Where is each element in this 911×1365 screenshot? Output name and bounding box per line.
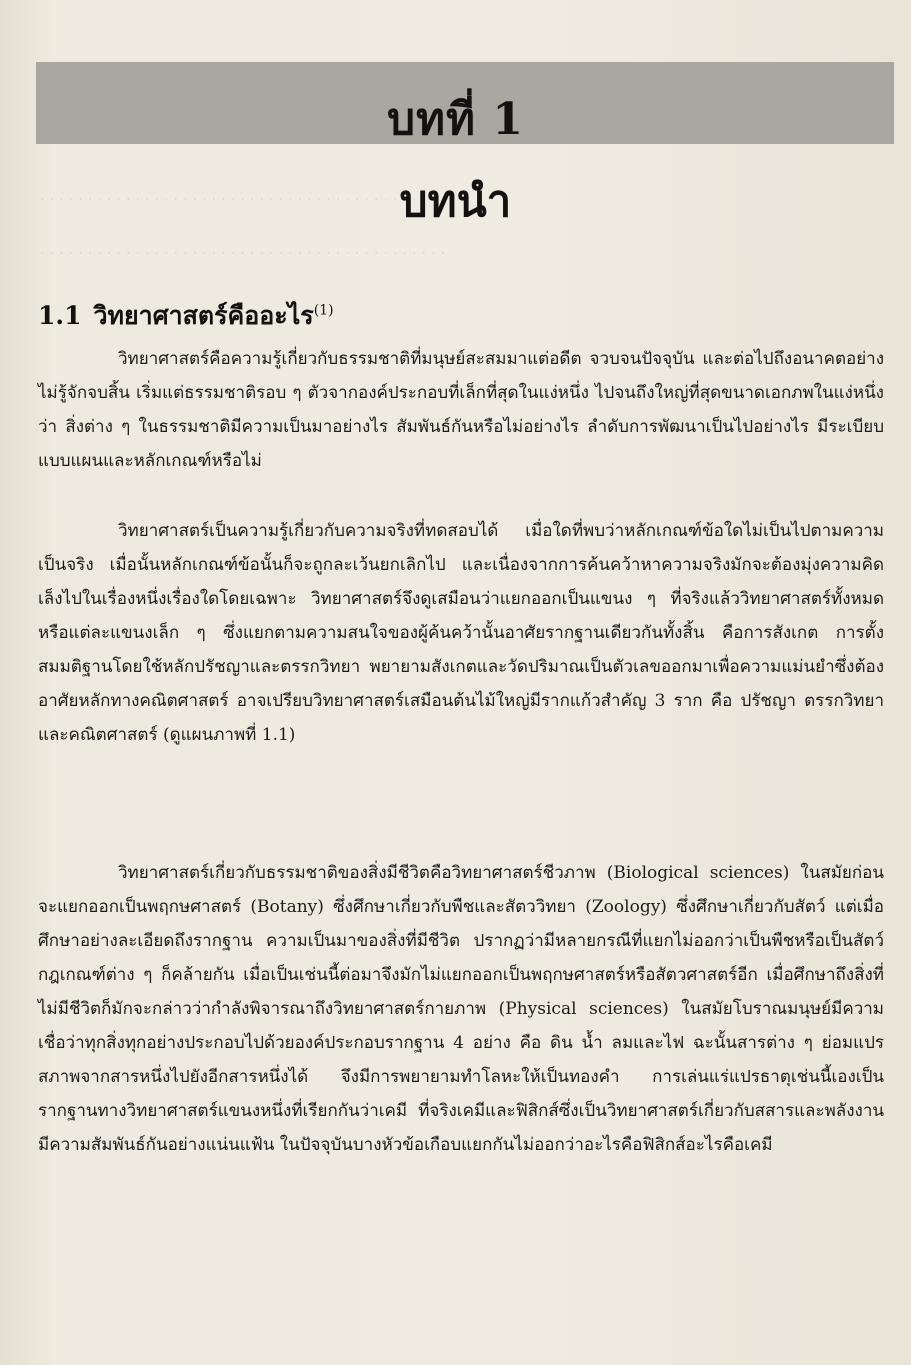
body-paragraph: วิทยาศาสตร์เป็นความรู้เกี่ยวกับความจริงที่ทดสอบได้ เมื่อใดที่พบว่าหลักเกณฑ์ข้อใดไม่เป็นไปตามความเป็นจริง เมื่อนั้นหลักเกณฑ์ข้อนั้นก็จะถูกละเว้นยกเลิกไป และเนื่องจากการค้นคว้าหาความจริงมักจะต้องมุ่งความคิดเล็งไปในเรื่องหนึ่งเรื่องใดโดยเฉพาะ วิทยาศาสตร์จึงดูเสมือนว่าแยกออกเป็นแขนง ๆ ที่จริงแล้ววิทยาศาสตร์ทั้งหมดหรือแต่ละแขนงเล็ก ๆ ซึ่งแยกตามความสนใจของผู้ค้นคว้านั้นอาศัยรากฐานเดียวกันทั้งสิ้น คือการสังเกต การตั้งสมมติฐานโดยใช้หลักปรัชญาและตรรกวิทยา พยายามสังเกตและวัดปริมาณเป็นตัวเลขออกมาเพื่อความแม่นยำซึ่งต้องอาศัยหลักทางคณิตศาสตร์ อาจเปรียบวิทยาศาสตร์เสมือนต้นไม้ใหญ่มีรากแก้วสำคัญ 3 ราก คือ ปรัชญา ตรรกวิทยา และคณิตศาสตร์ (ดูแผนภาพที่ 1.1) [38, 521, 884, 745]
section-heading [38, 296, 334, 336]
chapter-number: บทที่ 1 [387, 94, 524, 145]
body-paragraph: วิทยาศาสตร์เกี่ยวกับธรรมชาติของสิ่งมีชีวิตคือวิทยาศาสตร์ชีวภาพ (Biological sciences) ในสมัยก่อนจะแยกออกเป็นพฤกษศาสตร์ (Botany) ซึ่งศึกษาเกี่ยวกับพืชและสัตววิทยา (Zoology) ซึ่งศึกษาเกี่ยวกับสัตว์ แต่เมื่อศึกษาอย่างละเอียดถึงรากฐาน ความเป็นมาของสิ่งที่มีชีวิต ปรากฏว่ามีหลายกรณีที่แยกไม่ออกว่าเป็นพืชหรือเป็นสัตว์ กฎเกณฑ์ต่าง ๆ ก็คล้ายกัน เมื่อเป็นเช่นนี้ต่อมาจึงมักไม่แยกออกเป็นพฤกษศาสตร์หรือสัตวศาสตร์อีก เมื่อศึกษาถึงสิ่งที่ไม่มีชีวิตก็มักจะกล่าวว่ากำลังพิจารณาถึงวิทยาศาสตร์กายภาพ (Physical sciences) ในสมัยโบราณมนุษย์มีความเชื่อว่าทุกสิ่งทุกอย่างประกอบไปด้วยองค์ประกอบรากฐาน 4 อย่าง คือ ดิน น้ำ ลมและไฟ ฉะนั้นสารต่าง ๆ ย่อมแปรสภาพจากสารหนึ่งไปยังอีกสารหนึ่งได้ จึงมีการพยายามทำโลหะให้เป็นทองคำ การเล่นแร่แปรธาตุเช่นนี้เองเป็นรากฐานทางวิทยาศาสตร์แขนงหนึ่งที่เรียกกันว่าเคมี ที่จริงเคมีและฟิสิกส์ซึ่งเป็นวิทยาศาสตร์เกี่ยวกับสสารและพลังงานมีความสัมพันธ์กันอย่างแน่นแฟ้น ในปัจจุบันบางหัวข้อเกือบแยกกันไม่ออกว่าอะไรคือฟิสิกส์อะไรคือเคมี [38, 863, 884, 1155]
show-through-texture: . . . . . . . . . . . . . . . . . . . . . . . . . . . . . . . . . . . . . . . . . . . [40, 240, 446, 258]
body-paragraph: วิทยาศาสตร์คือความรู้เกี่ยวกับธรรมชาติที่มนุษย์สะสมมาแต่อดีต จวบจนปัจจุบัน และต่อไปถึงอนาคตอย่างไม่รู้จักจบสิ้น เริ่มแต่ธรรมชาติรอบ ๆ ตัวจากองค์ประกอบที่เล็กที่สุดในแง่หนึ่ง ไปจนถึงใหญ่ที่สุดขนาดเอกภพในแง่หนึ่งว่า สิ่งต่าง ๆ ในธรรมชาติมีความเป็นมาอย่างไร สัมพันธ์กันหรือไม่อย่างไร ลำดับการพัฒนาเป็นไปอย่างไร มีระเบียบแบบแผนและหลักเกณฑ์หรือไม่ [38, 349, 884, 471]
show-through-texture: . . . . . . . . . . . . . . . . . . . . . . . . . . . . . . . . . . . . . . . . . . . [40, 186, 446, 204]
footnote-reference: (1) [313, 302, 334, 319]
section-title: วิทยาศาสตร์คืออะไร [93, 301, 314, 330]
chapter-title: บทนำ [399, 176, 512, 227]
section-number: 1.1 [38, 301, 82, 330]
